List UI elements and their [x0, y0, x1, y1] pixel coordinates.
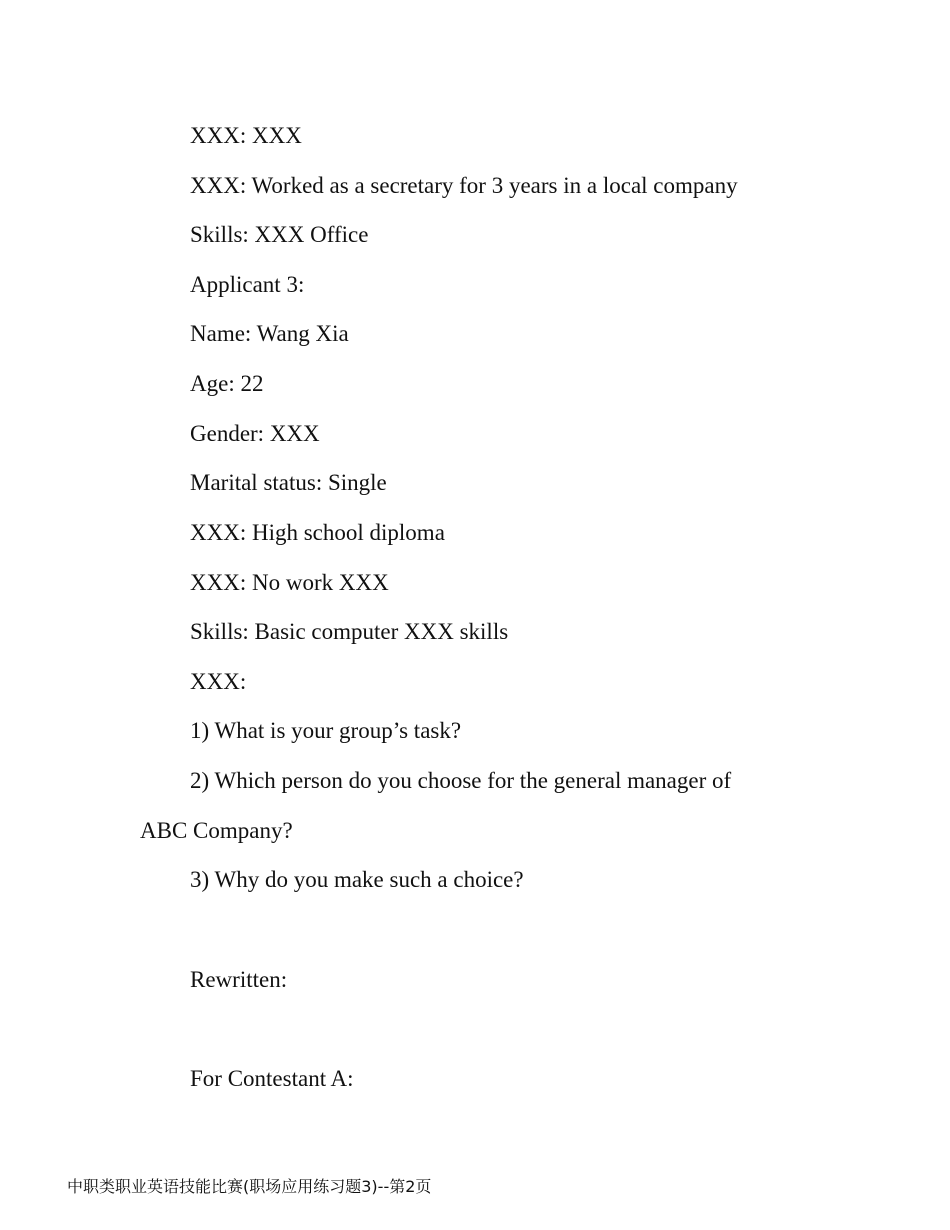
text-line: XXX: Worked as a secretary for 3 years in a local company [190, 173, 738, 198]
section-heading: Rewritten: [190, 967, 288, 992]
text-line: Skills: XXX Office [190, 222, 369, 247]
text-line: Marital status: Single [190, 470, 387, 495]
text-line: Name: Wang Xia [190, 321, 349, 346]
text-line: Age: 22 [190, 371, 264, 396]
text-line: Skills: Basic computer XXX skills [190, 619, 509, 644]
text-line: XXX: [190, 669, 247, 694]
page-footer: 中职类职业英语技能比赛(职场应用练习题3)--第2页 [67, 1177, 432, 1196]
text-line: Gender: XXX [190, 421, 320, 446]
section-heading: For Contestant A: [190, 1066, 354, 1091]
question-line: 2) Which person do you choose for the general manager of [190, 768, 732, 793]
text-line: XXX: XXX [190, 123, 302, 148]
text-line: XXX: High school diploma [190, 520, 445, 545]
text-line: XXX: No work XXX [190, 570, 389, 595]
section-heading: Applicant 3: [190, 272, 305, 297]
question-line-continued: ABC Company? [140, 818, 293, 843]
question-line: 1) What is your group’s task? [190, 718, 462, 743]
question-line: 3) Why do you make such a choice? [190, 867, 524, 892]
